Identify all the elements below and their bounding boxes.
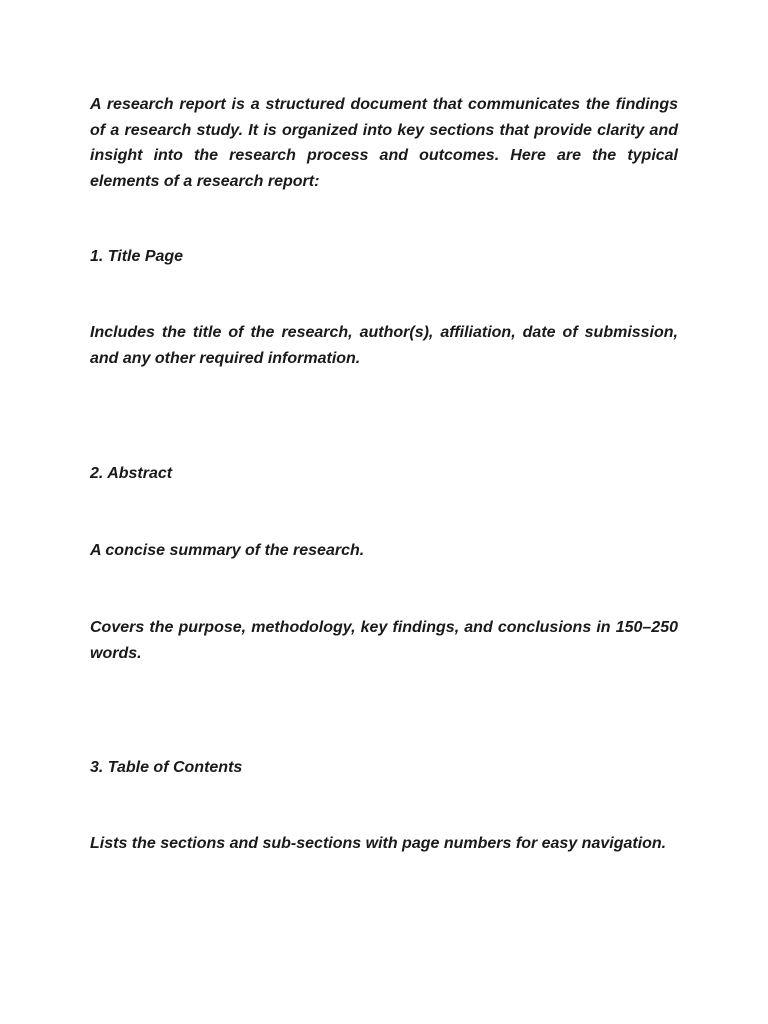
section-heading-title-page: 1. Title Page xyxy=(90,248,184,265)
abstract-description-1: A concise summary of the research. xyxy=(90,542,365,559)
section-heading-table-of-contents: 3. Table of Contents xyxy=(90,759,243,776)
intro-paragraph: A research report is a structured document that communicates the findings of a research study. It is organized into key sections that provide clarity and insight into the research process and outcomes. Here are the typical elements of a research report: xyxy=(90,96,678,190)
abstract-description-2: Covers the purpose, methodology, key findings, and conclusions in 150–250 words. xyxy=(90,619,678,662)
section-heading-abstract: 2. Abstract xyxy=(90,465,173,482)
title-page-description: Includes the title of the research, author(s), affiliation, date of submission, and any other required information. xyxy=(90,324,678,367)
table-of-contents-description: Lists the sections and sub-sections with page numbers for easy navigation. xyxy=(90,835,667,852)
